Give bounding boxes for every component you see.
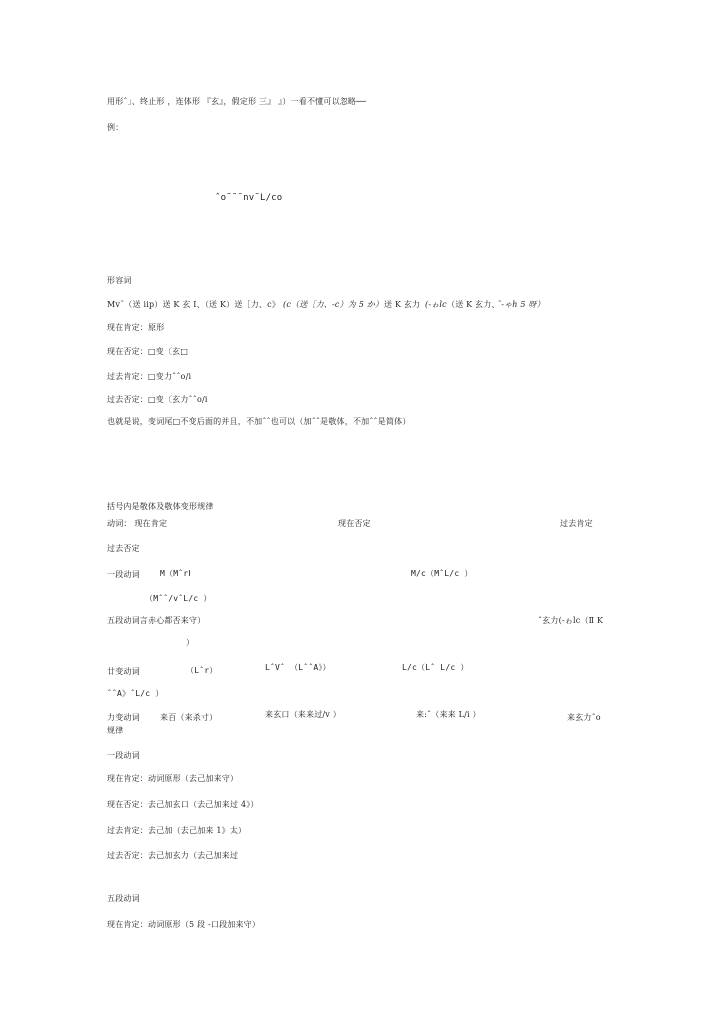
verb-header-present-negative: 现在否定 [338,519,371,528]
kuru-past-positive: 来:ˆ（来来 L/i ） [416,710,481,719]
ichidan-rule-present-negative: 现在否定：去己加玄口（去己加来过 4》） [107,800,259,809]
ichidan-rule-past-positive: 过去肯定：去己加（去己加来 1》太） [107,826,247,835]
kuru-present-positive: 来百（来杀寸） [160,713,218,722]
kuru-present-negative: 来玄口（来来过/v ） [265,710,341,719]
ichidan-rule-past-negative: 过去否定：去己加玄力（去己加来过 [107,851,239,860]
adj-present-positive: 现在肯定：原形 [107,323,165,332]
suru-present-negative: LˆVˆ （LˆˆA》） [265,663,331,672]
ichidan-present-positive: M（MˆrⅠ [160,569,191,578]
adjective-heading: 形容词 [107,276,132,285]
adjective-example-part-4: (-ゎlc [425,300,447,309]
ichidan-continued: （Mˆˆ/vˆL/c ） [145,594,212,603]
kuru-verb-label: 力变动词 [107,713,140,722]
verb-header-past-positive: 过去肯定 [560,519,593,528]
godan-continued: ） [186,638,195,647]
kuru-past-negative: 来玄力ˆo [567,713,601,722]
suru-past-positive: L/c（Lˆ L/c ） [402,663,469,672]
example-text: ˆo˜˜˜nv˜L/co [215,193,283,203]
example-label: 例： [107,123,124,132]
adjective-example-part-2: (c（送［力、-c）为 5 か） [283,300,384,309]
verb-header-present-positive: 动词： 现在肯定 [107,519,168,528]
adjective-example-part-1: Mv˜（送 iip）送 K 玄 I、（送 K）送［力、c》 [107,300,281,309]
godan-rules-heading: 五段动词 [107,894,140,903]
ichidan-present-negative: M/c（MˆL/c ） [411,569,473,578]
adj-past-negative: 过去否定：□变〔玄力ˆˆo/i [107,395,208,404]
ichidan-label: 一段动词 [107,570,140,579]
ichidan-rule-present-positive: 现在肯定：动词原形（去己加来守） [107,774,239,783]
suru-verb-label: 廿变动词 [107,667,140,676]
adj-summary: 也就是说，变词尾□不变后面的并且，不加ˆˆ也可以（加ˆˆ是敬体，不加ˆˆ是简体） [107,417,411,426]
text-line-1: 用形ˆ」、终止形 ，连体形 『玄』，假定形 三』 』）一看不懂可以忽略── [107,97,367,106]
adj-present-negative: 现在否定：□变〔玄□ [107,347,189,356]
adj-past-positive: 过去肯定：□变力ˆˆo/i [107,372,192,381]
verb-header-past-negative: 过去否定 [107,544,140,553]
suru-continued: ˆˆA》ˆL/c ） [107,689,164,698]
godan-label: 五段动词言赤心都否来守） [107,616,206,625]
verb-section-note: 括号内是敬体及敬体变形规律 [107,502,214,511]
suru-present-positive: （Lˆr） [186,666,218,675]
godan-rule-present-positive: 现在肯定：动词原形（5 段 -口段加来守） [107,920,261,929]
adjective-example-part-5: （送 K 玄力、 [447,300,500,309]
adjective-example-part-6: ˜-ゃh 5 呀） [497,300,545,309]
rules-heading: 规律 [107,726,124,735]
godan-past-positive: ˆ玄力(-ゎlc（Ⅱ K [538,616,604,625]
adjective-example-part-3: 送 K 玄力 [384,300,421,309]
ichidan-rules-heading: 一段动词 [107,751,140,760]
